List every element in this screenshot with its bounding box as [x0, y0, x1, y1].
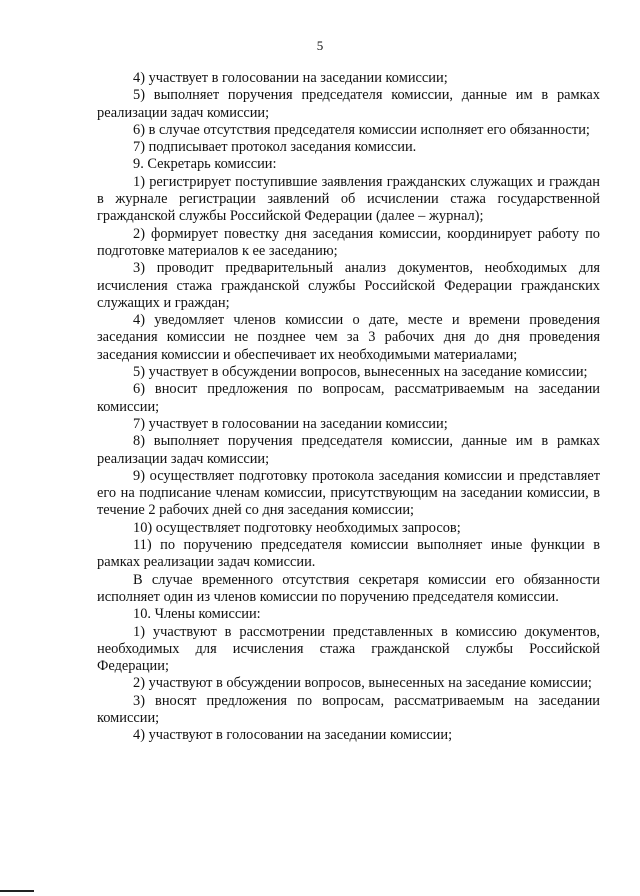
document-body [97, 70, 600, 745]
paragraph: 2) формирует повестку дня заседания комиссии, координирует работу по подготовке материалов к ее заседанию; [97, 225, 600, 259]
paragraph: 6) вносит предложения по вопросам, рассматриваемым на заседании комиссии; [97, 381, 600, 415]
paragraph: 2) участвуют в обсуждении вопросов, вынесенных на заседание комиссии; [133, 675, 592, 692]
paragraph: 9) осуществляет подготовку протокола заседания комиссии и представляет его на подписание членам комиссии, присутствующим на заседании комиссии, в течение 2 рабочих дней со дня заседания комиссии; [97, 467, 600, 519]
section-heading: 10. Члены комиссии: [133, 606, 261, 623]
paragraph: 7) участвует в голосовании на заседании комиссии; [133, 415, 448, 432]
paragraph: 4) участвует в голосовании на заседании комиссии; [133, 70, 448, 86]
paragraph: 1) регистрирует поступившие заявления гражданских служащих и граждан в журнале регистрации заявлений об исчислении стажа государственной гражданской службы Российской Федерации (далее – журнал); [97, 173, 600, 225]
paragraph: 6) в случае отсутствия председателя комиссии исполняет его обязанности; [133, 121, 590, 138]
paragraph: 5) выполняет поручения председателя комиссии, данные им в рамках реализации задач комиссии; [97, 87, 600, 121]
paragraph: 4) уведомляет членов комиссии о дате, месте и времени проведения заседания комиссии не позднее чем за 3 рабочих дня до дня проведения заседания комиссии и обеспечивает их необходимыми материалами; [97, 312, 600, 363]
paragraph: 7) подписывает протокол заседания комиссии. [133, 139, 417, 156]
paragraph: 3) вносят предложения по вопросам, рассматриваемым на заседании комиссии; [97, 692, 600, 726]
paragraph: 1) участвуют в рассмотрении представленных в комиссию документов, необходимых для исчисления стажа гражданской службы Российской Федерации; [97, 623, 600, 675]
page-number: 5 [316, 38, 324, 53]
section-heading: 9. Секретарь комиссии: [133, 156, 277, 173]
paragraph: 4) участвуют в голосовании на заседании комиссии; [133, 727, 453, 744]
paragraph: 3) проводит предварительный анализ документов, необходимых для исчисления стажа гражданской службы Российской Федерации гражданских служащих и граждан; [97, 260, 600, 311]
paragraph: В случае временного отсутствия секретаря комиссии его обязанности исполняет один из членов комиссии по поручению председателя комиссии. [97, 571, 600, 605]
paragraph: 5) участвует в обсуждении вопросов, вынесенных на заседание комиссии; [133, 364, 588, 381]
paragraph: 11) по поручению председателя комиссии выполняет иные функции в рамках реализации задач комиссии. [97, 537, 600, 571]
paragraph: 10) осуществляет подготовку необходимых запросов; [133, 519, 461, 536]
paragraph: 8) выполняет поручения председателя комиссии, данные им в рамках реализации задач комиссии; [97, 433, 600, 467]
scan-edge-mark [0, 890, 34, 892]
